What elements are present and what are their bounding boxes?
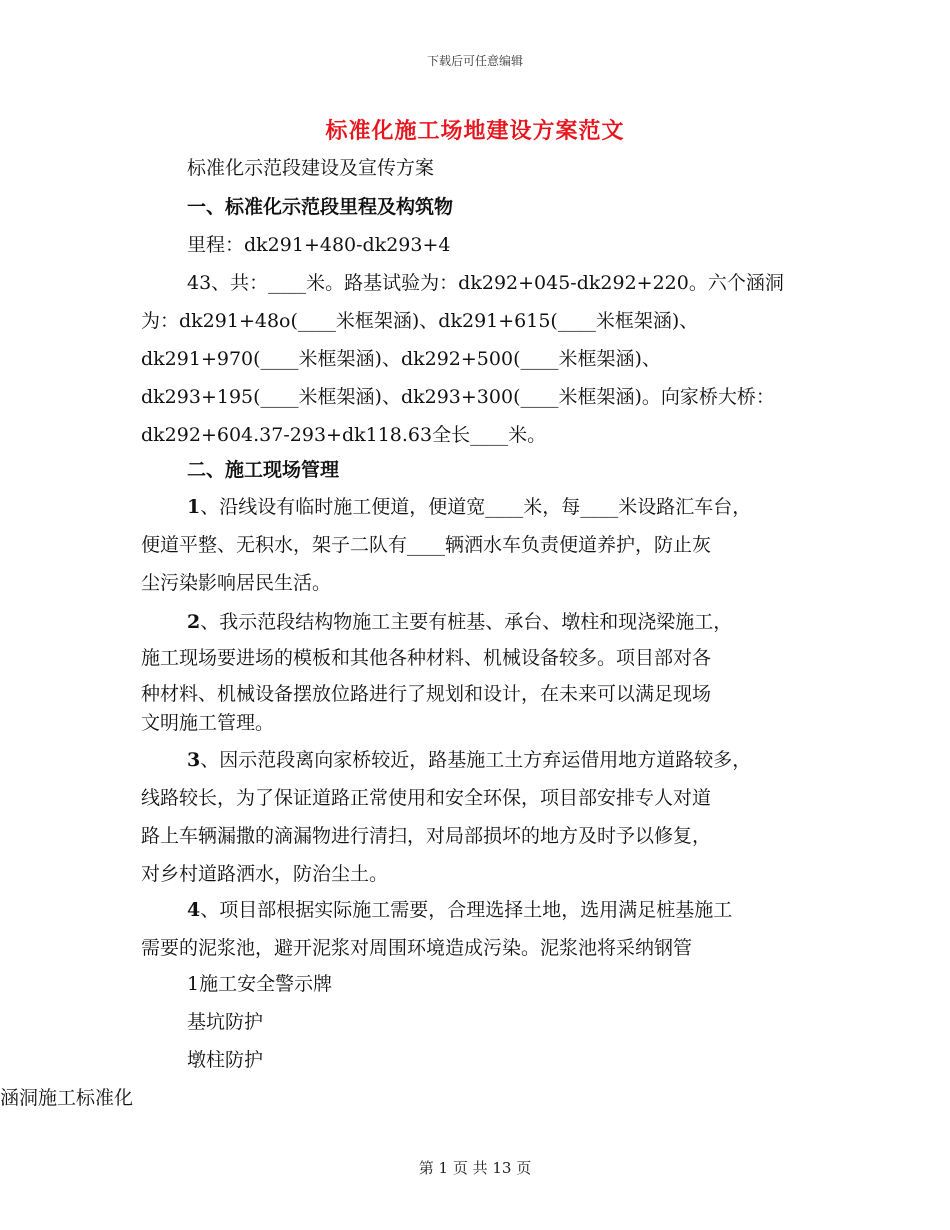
paragraph-3-line: 对乡村道路洒水，防治尘土。	[141, 863, 389, 885]
paragraph-4-line: 4、项目部根据实际施工需要，合理选择土地，选用满足桩基施工	[187, 899, 733, 921]
list-item: 基坑防护	[187, 1011, 264, 1033]
paragraph-1-line: 便道平整、无积水，架子二队有____辆洒水车负责便道养护，防止灰	[141, 534, 712, 556]
section-1-heading: 一、标准化示范段里程及构筑物	[187, 196, 454, 218]
list-item: 1施工安全警示牌	[187, 973, 333, 995]
section-1-line: dk291+970(____米框架涵)、dk292+500(____米框架涵)、	[141, 348, 661, 370]
paragraph-3-number: 3	[187, 749, 201, 771]
page-header: 下载后可任意编辑	[426, 54, 523, 68]
list-item: 墩柱防护	[187, 1049, 264, 1071]
paragraph-2-line: 施工现场要进场的模板和其他各种材料、机械设备较多。项目部对各	[141, 647, 712, 669]
paragraph-1-number: 1	[187, 496, 201, 518]
paragraph-1-line: 1、沿线设有临时施工便道，便道宽____米，每____米设路汇车台，	[187, 496, 752, 518]
section-1-line: dk293+195(____米框架涵)、dk293+300(____米框架涵)。向家桥大桥：	[141, 386, 775, 408]
paragraph-2-line: 2、我示范段结构物施工主要有桩基、承台、墩柱和现浇梁施工，	[187, 611, 733, 633]
paragraph-2-number: 2	[187, 611, 201, 633]
document-title: 标准化施工场地建设方案范文	[325, 118, 625, 144]
paragraph-4-number: 4	[187, 899, 201, 921]
subtitle: 标准化示范段建设及宣传方案	[187, 157, 435, 179]
paragraph-2-line: 文明施工管理。	[141, 712, 275, 734]
paragraph-3-line: 线路较长，为了保证道路正常使用和安全环保，项目部安排专人对道	[141, 787, 712, 809]
page-footer: 第 1 页 共 13 页	[418, 1159, 532, 1177]
paragraph-2-line: 种材料、机械设备摆放位路进行了规划和设计，在未来可以满足现场	[141, 683, 712, 705]
section-1-line: 里程：dk291+480-dk293+4	[187, 234, 451, 256]
section-1-line: dk292+604.37-293+dk118.63全长____米。	[141, 424, 547, 446]
list-item: 涵洞施工标准化	[0, 1087, 134, 1109]
section-1-line: 为：dk291+48o(____米框架涵)、dk291+615(____米框架涵)、	[141, 310, 699, 332]
paragraph-3-line: 3、因示范段离向家桥较近，路基施工土方弃运借用地方道路较多，	[187, 749, 752, 771]
section-2-heading: 二、施工现场管理	[187, 459, 340, 481]
paragraph-4-line: 需要的泥浆池，避开泥浆对周围环境造成污染。泥浆池将采纳钢管	[141, 937, 693, 959]
paragraph-1-line: 尘污染影响居民生活。	[141, 572, 332, 594]
section-1-line: 43、共：____米。路基试验为：dk292+045-dk292+220。六个涵洞	[187, 272, 784, 294]
paragraph-3-line: 路上车辆漏撒的滴漏物进行清扫，对局部损坏的地方及时予以修复，	[141, 825, 712, 847]
